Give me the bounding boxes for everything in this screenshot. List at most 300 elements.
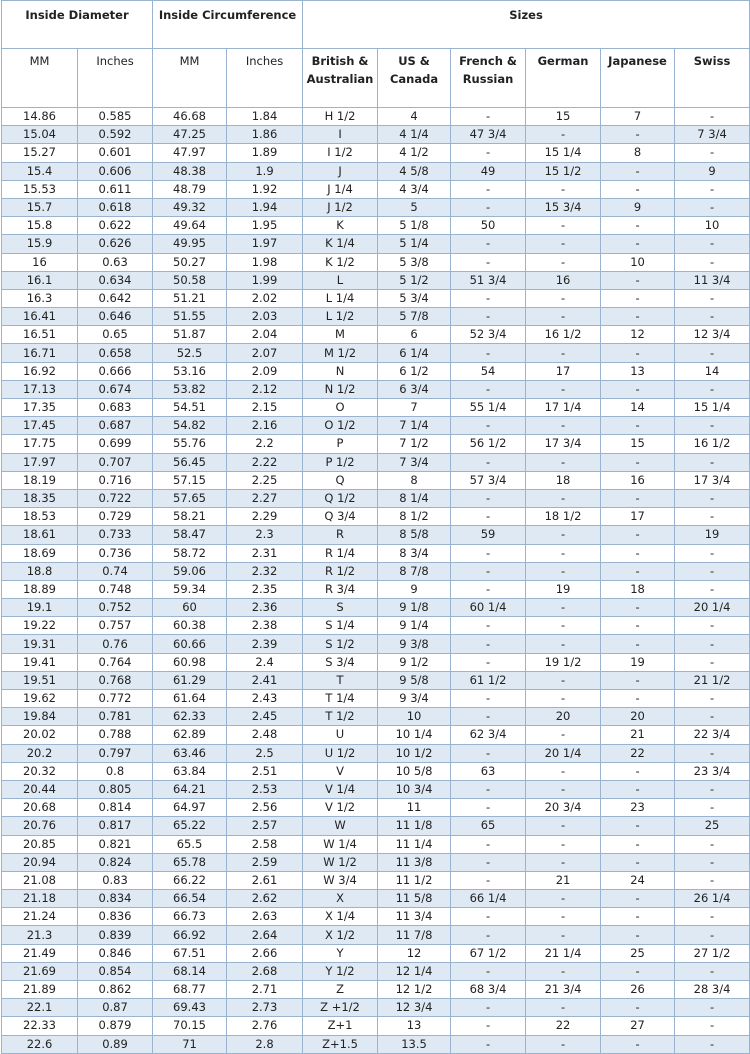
german-size-cell: - (526, 526, 601, 544)
diameter-mm-cell: 15.4 (2, 162, 78, 180)
british-size-cell: V 1/2 (303, 799, 378, 817)
british-size-cell: L 1/2 (303, 308, 378, 326)
diameter-mm-cell: 17.35 (2, 399, 78, 417)
swiss-size-cell: - (675, 635, 750, 653)
german-size-cell: 21 1/4 (526, 944, 601, 962)
us-size-cell: 11 1/2 (378, 871, 451, 889)
german-size-cell: 21 (526, 871, 601, 889)
british-size-cell: U 1/2 (303, 744, 378, 762)
japanese-size-cell: 7 (601, 108, 675, 126)
swiss-size-cell: - (675, 489, 750, 507)
circumference-mm-cell: 64.97 (153, 799, 227, 817)
diameter-inches-cell: 0.846 (78, 944, 153, 962)
circumference-mm-cell: 51.21 (153, 289, 227, 307)
british-size-cell: P 1/2 (303, 453, 378, 471)
diameter-inches-cell: 0.821 (78, 835, 153, 853)
japanese-size-cell: - (601, 308, 675, 326)
table-row (2, 762, 750, 780)
japanese-size-cell: 13 (601, 362, 675, 380)
swiss-size-cell: 28 3/4 (675, 981, 750, 999)
swiss-size-cell: 19 (675, 526, 750, 544)
circumference-mm-cell: 59.34 (153, 580, 227, 598)
german-size-cell: - (526, 599, 601, 617)
diameter-mm-cell: 20.76 (2, 817, 78, 835)
diameter-inches-cell: 0.736 (78, 544, 153, 562)
diameter-inches-cell: 0.658 (78, 344, 153, 362)
swiss-size-cell: 14 (675, 362, 750, 380)
circumference-inches-cell: 2.3 (227, 526, 303, 544)
circumference-inches-cell: 1.84 (227, 108, 303, 126)
table-row (2, 126, 750, 144)
diameter-inches-cell: 0.642 (78, 289, 153, 307)
swiss-size-cell: - (675, 580, 750, 598)
japanese-size-cell: - (601, 126, 675, 144)
us-size-cell: 5 1/4 (378, 235, 451, 253)
circumference-mm-cell: 66.22 (153, 871, 227, 889)
british-size-cell: Y (303, 944, 378, 962)
circumference-inches-cell: 2.51 (227, 762, 303, 780)
diameter-mm-cell: 20.85 (2, 835, 78, 853)
japanese-size-cell: 24 (601, 871, 675, 889)
diameter-mm-cell: 21.24 (2, 908, 78, 926)
swiss-size-cell: 22 3/4 (675, 726, 750, 744)
french-size-cell: - (451, 708, 526, 726)
swiss-size-cell: - (675, 235, 750, 253)
german-size-cell: - (526, 962, 601, 980)
diameter-inches-cell: 0.757 (78, 617, 153, 635)
swiss-size-cell: - (675, 1035, 750, 1053)
circumference-inches-cell: 2.53 (227, 780, 303, 798)
french-size-cell: - (451, 999, 526, 1017)
table-row (2, 162, 750, 180)
japanese-size-cell: 14 (601, 399, 675, 417)
diameter-inches-cell: 0.817 (78, 817, 153, 835)
table-row (2, 1017, 750, 1035)
table-row (2, 180, 750, 198)
diameter-inches-cell: 0.76 (78, 635, 153, 653)
circumference-inches-cell: 2.63 (227, 908, 303, 926)
circumference-mm-cell: 66.73 (153, 908, 227, 926)
german-size-cell: 18 1/2 (526, 508, 601, 526)
german-size-cell: 16 1/2 (526, 326, 601, 344)
sizes-header: Sizes (303, 1, 750, 49)
table-row (2, 380, 750, 398)
swiss-size-cell: - (675, 780, 750, 798)
circumference-mm-cell: 55.76 (153, 435, 227, 453)
swiss-size-cell: - (675, 562, 750, 580)
diameter-mm-header: MM (2, 49, 78, 108)
german-size-cell: - (526, 999, 601, 1017)
us-size-cell: 7 1/2 (378, 435, 451, 453)
german-size-cell: 15 1/2 (526, 162, 601, 180)
swiss-size-cell: 21 1/2 (675, 671, 750, 689)
french-size-cell: - (451, 289, 526, 307)
us-size-cell: 6 (378, 326, 451, 344)
circumference-mm-cell: 62.33 (153, 708, 227, 726)
us-size-cell: 11 1/4 (378, 835, 451, 853)
japanese-size-cell: - (601, 835, 675, 853)
german-size-cell: - (526, 690, 601, 708)
circumference-inches-cell: 2.76 (227, 1017, 303, 1035)
circumference-inches-cell: 2.16 (227, 417, 303, 435)
swiss-size-cell: - (675, 144, 750, 162)
table-row (2, 508, 750, 526)
circumference-inches-cell: 2.57 (227, 817, 303, 835)
us-size-cell: 6 1/4 (378, 344, 451, 362)
circumference-mm-cell: 71 (153, 1035, 227, 1053)
us-size-cell: 9 1/8 (378, 599, 451, 617)
circumference-inches-cell: 2.07 (227, 344, 303, 362)
german-size-cell: - (526, 289, 601, 307)
diameter-inches-cell: 0.722 (78, 489, 153, 507)
french-size-cell: 52 3/4 (451, 326, 526, 344)
japanese-size-cell: 9 (601, 198, 675, 216)
german-size-cell: - (526, 380, 601, 398)
diameter-inches-cell: 0.666 (78, 362, 153, 380)
circumference-inches-cell: 1.99 (227, 271, 303, 289)
french-size-cell: - (451, 562, 526, 580)
swiss-size-cell: 12 3/4 (675, 326, 750, 344)
british-size-cell: Z+1.5 (303, 1035, 378, 1053)
diameter-mm-cell: 21.18 (2, 890, 78, 908)
us-size-cell: 5 7/8 (378, 308, 451, 326)
german-size-cell: - (526, 344, 601, 362)
diameter-mm-cell: 21.49 (2, 944, 78, 962)
circumference-inches-cell: 1.94 (227, 198, 303, 216)
us-size-cell: 9 1/4 (378, 617, 451, 635)
us-size-cell: 7 3/4 (378, 453, 451, 471)
table-row (2, 144, 750, 162)
us-size-cell: 9 1/2 (378, 653, 451, 671)
circumference-inches-cell: 2.09 (227, 362, 303, 380)
diameter-mm-cell: 19.51 (2, 671, 78, 689)
german-size-cell: - (526, 544, 601, 562)
japanese-size-cell: 18 (601, 580, 675, 598)
swiss-size-cell: - (675, 926, 750, 944)
circumference-mm-cell: 66.54 (153, 890, 227, 908)
british-size-cell: Z +1/2 (303, 999, 378, 1017)
us-size-cell: 10 (378, 708, 451, 726)
diameter-inches-cell: 0.89 (78, 1035, 153, 1053)
french-size-cell: 59 (451, 526, 526, 544)
british-size-cell: S 3/4 (303, 653, 378, 671)
diameter-inches-cell: 0.781 (78, 708, 153, 726)
table-row (2, 399, 750, 417)
us-size-cell: 4 5/8 (378, 162, 451, 180)
circumference-mm-cell: 53.16 (153, 362, 227, 380)
circumference-mm-cell: 58.72 (153, 544, 227, 562)
circumference-inches-cell: 1.9 (227, 162, 303, 180)
french-size-cell: - (451, 1017, 526, 1035)
german-size-cell: - (526, 417, 601, 435)
swiss-size-cell: - (675, 653, 750, 671)
french-size-cell: 54 (451, 362, 526, 380)
british-size-cell: K 1/4 (303, 235, 378, 253)
circumference-inches-cell: 2.56 (227, 799, 303, 817)
diameter-mm-cell: 22.1 (2, 999, 78, 1017)
japanese-size-cell: - (601, 380, 675, 398)
diameter-inches-header: Inches (78, 49, 153, 108)
british-australian-header: British & Australian (303, 49, 378, 108)
us-size-cell: 5 1/8 (378, 217, 451, 235)
diameter-mm-cell: 16.1 (2, 271, 78, 289)
diameter-mm-cell: 15.7 (2, 198, 78, 216)
us-size-cell: 9 3/8 (378, 635, 451, 653)
us-size-cell: 7 (378, 399, 451, 417)
circumference-mm-cell: 56.45 (153, 453, 227, 471)
table-row (2, 981, 750, 999)
us-size-cell: 6 1/2 (378, 362, 451, 380)
us-size-cell: 8 5/8 (378, 526, 451, 544)
diameter-inches-cell: 0.683 (78, 399, 153, 417)
circumference-inches-cell: 2.02 (227, 289, 303, 307)
table-row (2, 271, 750, 289)
us-size-cell: 5 1/2 (378, 271, 451, 289)
circumference-inches-cell: 2.29 (227, 508, 303, 526)
swiss-size-cell: - (675, 544, 750, 562)
french-size-cell: - (451, 308, 526, 326)
diameter-mm-cell: 16 (2, 253, 78, 271)
diameter-mm-cell: 18.61 (2, 526, 78, 544)
circumference-inches-cell: 2.71 (227, 981, 303, 999)
french-size-cell: 47 3/4 (451, 126, 526, 144)
diameter-inches-cell: 0.772 (78, 690, 153, 708)
circumference-mm-cell: 63.46 (153, 744, 227, 762)
french-size-cell: - (451, 835, 526, 853)
swiss-size-cell: 7 3/4 (675, 126, 750, 144)
diameter-mm-cell: 19.84 (2, 708, 78, 726)
german-size-cell: - (526, 817, 601, 835)
circumference-mm-header: MM (153, 49, 227, 108)
table-row (2, 253, 750, 271)
japanese-size-cell: - (601, 671, 675, 689)
diameter-inches-cell: 0.65 (78, 326, 153, 344)
circumference-mm-cell: 60.98 (153, 653, 227, 671)
table-row (2, 362, 750, 380)
circumference-mm-cell: 64.21 (153, 780, 227, 798)
japanese-size-cell: 17 (601, 508, 675, 526)
french-size-cell: 57 3/4 (451, 471, 526, 489)
diameter-mm-cell: 20.94 (2, 853, 78, 871)
table-row (2, 198, 750, 216)
french-russian-header: French & Russian (451, 49, 526, 108)
german-size-cell: 17 3/4 (526, 435, 601, 453)
japanese-size-cell: 10 (601, 253, 675, 271)
diameter-inches-cell: 0.814 (78, 799, 153, 817)
diameter-mm-cell: 16.41 (2, 308, 78, 326)
british-size-cell: I (303, 126, 378, 144)
british-size-cell: J 1/2 (303, 198, 378, 216)
french-size-cell: 67 1/2 (451, 944, 526, 962)
british-size-cell: P (303, 435, 378, 453)
diameter-inches-cell: 0.622 (78, 217, 153, 235)
british-size-cell: O (303, 399, 378, 417)
diameter-mm-cell: 16.92 (2, 362, 78, 380)
french-size-cell: - (451, 580, 526, 598)
french-size-cell: - (451, 653, 526, 671)
circumference-inches-cell: 2.38 (227, 617, 303, 635)
japanese-size-cell: 23 (601, 799, 675, 817)
diameter-inches-cell: 0.585 (78, 108, 153, 126)
diameter-mm-cell: 19.41 (2, 653, 78, 671)
british-size-cell: S 1/4 (303, 617, 378, 635)
british-size-cell: L 1/4 (303, 289, 378, 307)
circumference-mm-cell: 57.15 (153, 471, 227, 489)
circumference-inches-cell: 2.04 (227, 326, 303, 344)
circumference-inches-cell: 2.27 (227, 489, 303, 507)
japanese-size-cell: - (601, 635, 675, 653)
german-size-cell: - (526, 890, 601, 908)
british-size-cell: X 1/4 (303, 908, 378, 926)
table-row (2, 344, 750, 362)
french-size-cell: - (451, 198, 526, 216)
german-size-cell: - (526, 617, 601, 635)
diameter-mm-cell: 18.53 (2, 508, 78, 526)
french-size-cell: - (451, 635, 526, 653)
swiss-size-cell: 17 3/4 (675, 471, 750, 489)
german-size-cell: 21 3/4 (526, 981, 601, 999)
french-size-cell: - (451, 926, 526, 944)
french-size-cell: - (451, 344, 526, 362)
german-size-cell: - (526, 835, 601, 853)
circumference-mm-cell: 49.32 (153, 198, 227, 216)
circumference-mm-cell: 61.64 (153, 690, 227, 708)
french-size-cell: - (451, 108, 526, 126)
swiss-size-cell: - (675, 871, 750, 889)
diameter-inches-cell: 0.752 (78, 599, 153, 617)
german-size-cell: 18 (526, 471, 601, 489)
german-size-cell: 19 (526, 580, 601, 598)
diameter-inches-cell: 0.87 (78, 999, 153, 1017)
diameter-inches-cell: 0.63 (78, 253, 153, 271)
us-size-cell: 10 1/2 (378, 744, 451, 762)
british-size-cell: R (303, 526, 378, 544)
diameter-mm-cell: 20.68 (2, 799, 78, 817)
french-size-cell: - (451, 744, 526, 762)
diameter-inches-cell: 0.839 (78, 926, 153, 944)
diameter-mm-cell: 21.08 (2, 871, 78, 889)
swiss-size-cell: 15 1/4 (675, 399, 750, 417)
swiss-size-cell: - (675, 108, 750, 126)
diameter-inches-cell: 0.606 (78, 162, 153, 180)
french-size-cell: - (451, 617, 526, 635)
diameter-inches-cell: 0.768 (78, 671, 153, 689)
german-size-cell: 22 (526, 1017, 601, 1035)
british-size-cell: X 1/2 (303, 926, 378, 944)
swiss-size-cell: 20 1/4 (675, 599, 750, 617)
british-size-cell: Z+1 (303, 1017, 378, 1035)
french-size-cell: - (451, 380, 526, 398)
diameter-mm-cell: 21.69 (2, 962, 78, 980)
japanese-size-cell: - (601, 489, 675, 507)
table-row (2, 1035, 750, 1053)
ring-size-table (1, 0, 750, 1054)
circumference-inches-cell: 2.12 (227, 380, 303, 398)
table-row (2, 308, 750, 326)
diameter-inches-cell: 0.8 (78, 762, 153, 780)
circumference-mm-cell: 67.51 (153, 944, 227, 962)
circumference-mm-cell: 53.82 (153, 380, 227, 398)
swiss-size-cell: - (675, 690, 750, 708)
diameter-inches-cell: 0.764 (78, 653, 153, 671)
inside-circumference-header: Inside Circumference (153, 1, 303, 49)
british-size-cell: Q (303, 471, 378, 489)
german-size-cell: 19 1/2 (526, 653, 601, 671)
japanese-size-cell: - (601, 908, 675, 926)
japanese-size-cell: - (601, 962, 675, 980)
japanese-size-cell: - (601, 180, 675, 198)
circumference-mm-cell: 54.51 (153, 399, 227, 417)
japanese-size-cell: - (601, 562, 675, 580)
british-size-cell: R 1/2 (303, 562, 378, 580)
circumference-mm-cell: 46.68 (153, 108, 227, 126)
us-canada-header: US & Canada (378, 49, 451, 108)
british-size-cell: N (303, 362, 378, 380)
diameter-inches-cell: 0.707 (78, 453, 153, 471)
us-size-cell: 5 3/4 (378, 289, 451, 307)
german-size-cell: - (526, 489, 601, 507)
diameter-inches-cell: 0.611 (78, 180, 153, 198)
swiss-size-cell: - (675, 617, 750, 635)
japanese-header: Japanese (601, 49, 675, 108)
diameter-mm-cell: 16.71 (2, 344, 78, 362)
table-row (2, 871, 750, 889)
french-size-cell: - (451, 799, 526, 817)
french-size-cell: - (451, 235, 526, 253)
german-size-cell: - (526, 926, 601, 944)
us-size-cell: 8 3/4 (378, 544, 451, 562)
french-size-cell: 68 3/4 (451, 981, 526, 999)
japanese-size-cell: 12 (601, 326, 675, 344)
us-size-cell: 13.5 (378, 1035, 451, 1053)
us-size-cell: 11 3/4 (378, 908, 451, 926)
british-size-cell: T 1/4 (303, 690, 378, 708)
diameter-mm-cell: 15.27 (2, 144, 78, 162)
french-size-cell: - (451, 690, 526, 708)
circumference-mm-cell: 48.38 (153, 162, 227, 180)
table-row (2, 944, 750, 962)
inside-diameter-header: Inside Diameter (2, 1, 153, 49)
column-header-row (2, 49, 750, 108)
diameter-inches-cell: 0.824 (78, 853, 153, 871)
german-size-cell: - (526, 1035, 601, 1053)
japanese-size-cell: - (601, 235, 675, 253)
circumference-mm-cell: 59.06 (153, 562, 227, 580)
french-size-cell: 66 1/4 (451, 890, 526, 908)
french-size-cell: - (451, 180, 526, 198)
us-size-cell: 10 3/4 (378, 780, 451, 798)
table-row (2, 417, 750, 435)
us-size-cell: 5 3/8 (378, 253, 451, 271)
japanese-size-cell: 21 (601, 726, 675, 744)
french-size-cell: - (451, 1035, 526, 1053)
french-size-cell: - (451, 871, 526, 889)
german-size-cell: - (526, 217, 601, 235)
swiss-size-cell: - (675, 308, 750, 326)
table-row (2, 690, 750, 708)
swiss-size-cell: 10 (675, 217, 750, 235)
french-size-cell: - (451, 253, 526, 271)
swiss-size-cell: - (675, 744, 750, 762)
table-body (2, 108, 750, 1054)
table-row (2, 962, 750, 980)
circumference-inches-cell: 2.36 (227, 599, 303, 617)
circumference-inches-cell: 2.8 (227, 1035, 303, 1053)
french-size-cell: 65 (451, 817, 526, 835)
german-header: German (526, 49, 601, 108)
diameter-inches-cell: 0.74 (78, 562, 153, 580)
circumference-mm-cell: 49.64 (153, 217, 227, 235)
